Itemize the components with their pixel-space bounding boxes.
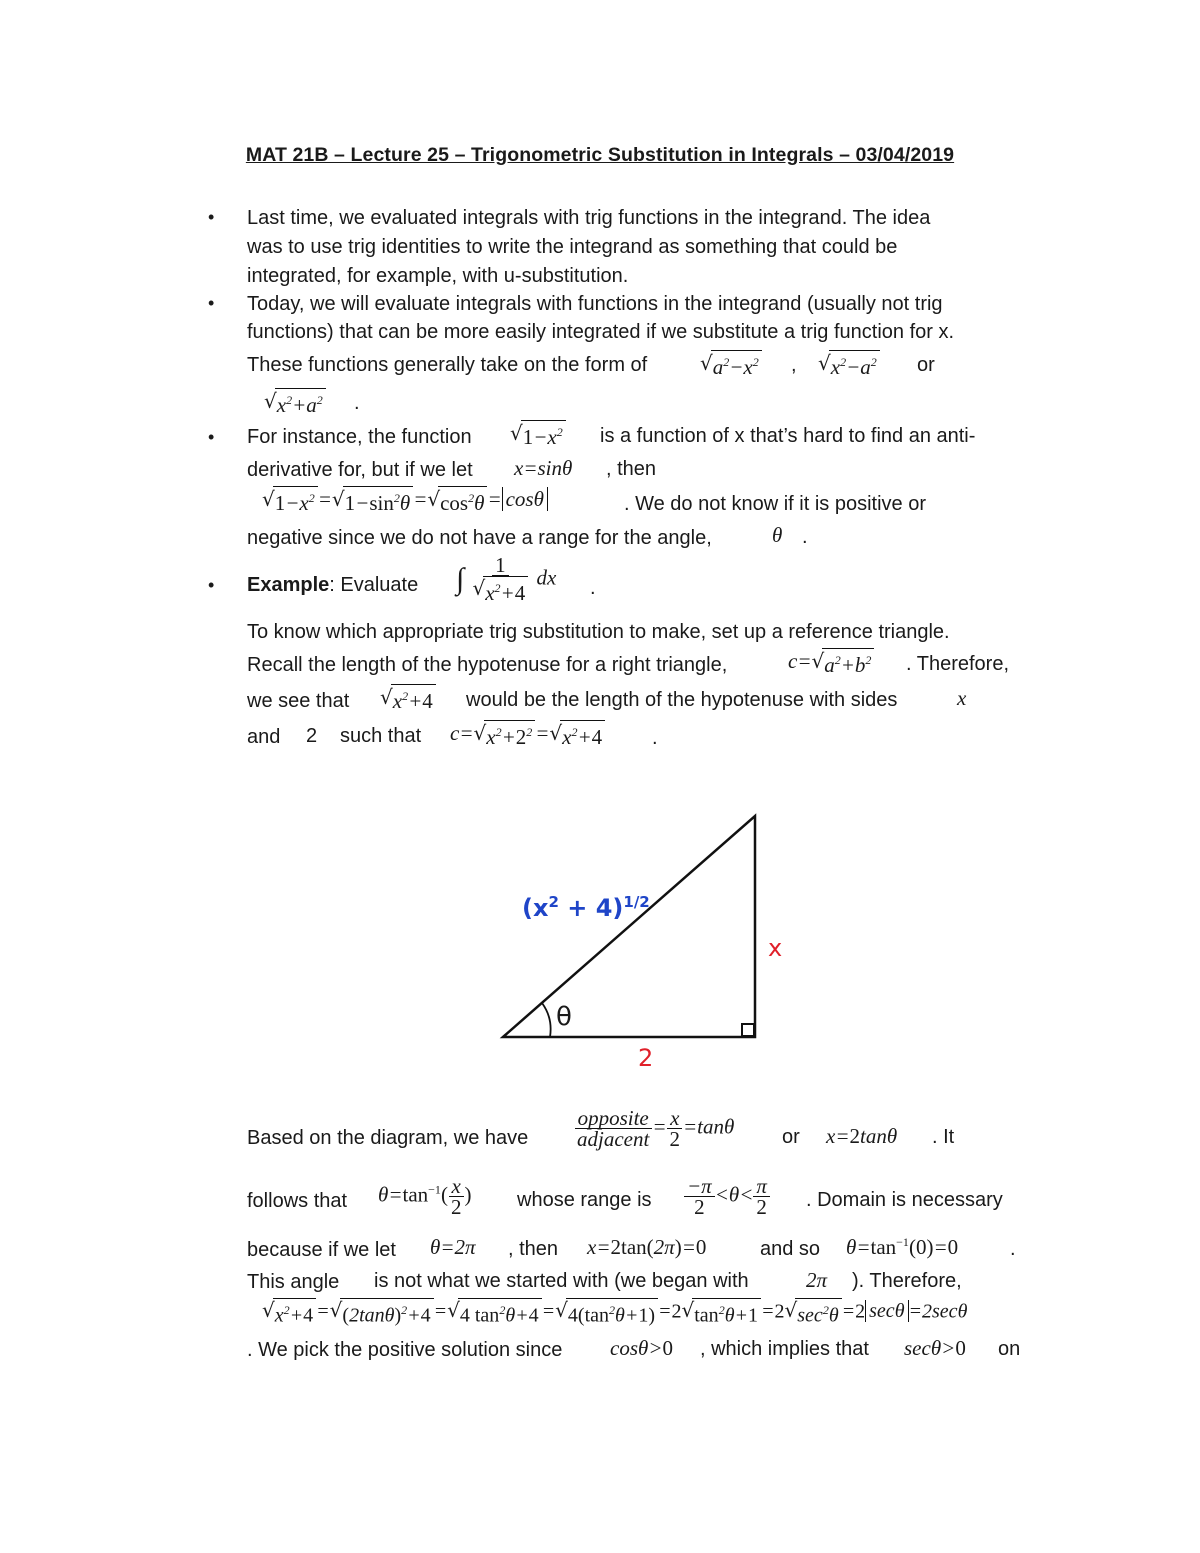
text-line: whose range is — [517, 1189, 652, 1211]
word-or: or — [917, 354, 935, 376]
formula-x-eq-sin-theta: x=sinθ — [514, 456, 573, 480]
text-line: This angle — [247, 1271, 340, 1293]
right-angle-marker — [742, 1024, 754, 1036]
symbol-theta: θ — [772, 523, 783, 547]
text-line: because if we let — [247, 1239, 396, 1261]
period: . — [354, 392, 360, 414]
text-line: Last time, we evaluated integrals with trig functions in the integrand. The idea — [247, 207, 931, 229]
text-line: was to use trig identities to write the integrand as something that could be — [247, 236, 898, 258]
formula-derivation: $√x^2+4 =√(2\tan\theta)^2+4 =√4$ $\tan^2\theta+4 =√4(\tan^2\theta+1) =2√\tan^2\theta+1 =2√\sec^2\theta =2$ secθ =2secθ — [262, 1298, 968, 1327]
text-line: Recall the length of the hypotenuse for a right triangle, — [247, 654, 728, 676]
text-line: , then — [606, 458, 657, 480]
text-line: follows that — [247, 1190, 348, 1212]
symbol-x: x — [957, 686, 967, 710]
formula-cos-theta-gt-0: cosθ>0 — [610, 1336, 673, 1360]
text-line: and — [247, 726, 281, 748]
angle-label-theta: θ — [556, 1002, 572, 1032]
text-line: integrated, for example, with u-substitution. — [247, 265, 629, 287]
formula-sqrt-x2-plus-a2: $√x^2+a^2$ — [264, 388, 326, 418]
text-line: and so — [760, 1238, 821, 1260]
text-line: . Domain is necessary — [806, 1189, 1003, 1211]
formula-theta-range: $\frac{-\pi}{2}$ <θ< $\frac{\pi}{2}$ — [684, 1176, 770, 1217]
period: . — [1010, 1238, 1016, 1260]
example-line: Example: Evaluate — [247, 574, 419, 596]
angle-arc — [542, 1003, 551, 1037]
text-line: These functions generally take on the form of — [247, 354, 648, 376]
text-line: is a function of x that’s hard to find an anti- — [600, 425, 976, 447]
example-label: Example — [247, 574, 330, 596]
side-label-x: x — [768, 934, 783, 962]
period: . — [802, 526, 808, 548]
formula-sqrt-x2-plus-4: $√x^2+4$ — [380, 684, 436, 714]
text-line: would be the length of the hypotenuse with sides — [466, 689, 898, 711]
text-line: Based on the diagram, we have — [247, 1127, 529, 1149]
text-line: , which implies that — [700, 1338, 869, 1360]
bullet-marker: • — [208, 207, 215, 227]
formula-sqrt-1-minus-x2: $√1-x^2$ — [510, 420, 566, 450]
formula-sqrt-identity: $√1-x^2 =√1-\sin^2\theta =√\cos^2\theta = \cos\theta$ — [262, 486, 548, 516]
formula-sec-theta-gt-0: secθ>0 — [904, 1336, 966, 1360]
formula-pythagorean: $c=√a^2+b^2$ — [788, 648, 874, 678]
text-line: functions) that can be more easily integrated if we substitute a trig function for x. — [247, 321, 955, 343]
period: . — [590, 577, 596, 599]
text-line: . We do not know if it is positive or — [624, 493, 926, 515]
formula-theta-eq-2pi: θ=2π — [430, 1235, 476, 1259]
text-line: negative since we do not have a range for the angle, — [247, 527, 712, 549]
formula-theta-arctan-zero: $\theta=\tan^{-1}(0)=0$ — [846, 1235, 959, 1259]
text-line: ). Therefore, — [852, 1270, 962, 1292]
text-line: To know which appropriate trig substitution to make, set up a reference triangle. — [247, 621, 950, 643]
bullet-marker: • — [208, 575, 215, 595]
number-two: 2 — [306, 725, 318, 747]
formula-opposite-over-adjacent: $\frac{\text{opposite}}{\text{adjacent}}$ = $\frac{x}{2}$ =tanθ — [574, 1108, 734, 1149]
separator-comma: , — [791, 354, 797, 376]
formula-hypotenuse: $c=√x^2+2^2 =√x^2+4$ — [450, 720, 605, 750]
formula-x-eq-2tan-2pi: x=2tan(2π)=0 — [587, 1235, 707, 1259]
text-line: . It — [932, 1126, 955, 1148]
text-line: we see that — [247, 690, 350, 712]
text-line: , then — [508, 1238, 559, 1260]
text-line: For instance, the function — [247, 426, 472, 448]
bullet-marker: • — [208, 427, 215, 447]
text-line: . Therefore, — [906, 653, 1010, 675]
word-or: or — [782, 1126, 800, 1148]
formula-theta-arctan: $\theta=\tan^{-1}$( $\frac{x}{2}$ ) — [378, 1174, 472, 1219]
triangle-outline — [503, 816, 755, 1037]
page-title: MAT 21B – Lecture 25 – Trigonometric Substitution in Integrals – 03/04/2019 — [245, 144, 955, 166]
period: . — [652, 727, 658, 749]
formula-integral: ∫ $\frac{1}{√x^2+4}$ dx — [456, 553, 557, 605]
text-line: derivative for, but if we let — [247, 459, 473, 481]
bullet-marker: • — [208, 293, 215, 313]
formula-sqrt-a2-minus-x2: $√a^2-x^2$ — [700, 350, 762, 380]
hypotenuse-label: $(x^2 + 4)^{1/2}$ — [522, 893, 650, 922]
text-line: such that — [340, 725, 422, 747]
formula-sqrt-x2-minus-a2: $√x^2-a^2$ — [818, 350, 880, 380]
base-label-2: 2 — [638, 1044, 654, 1072]
formula-2pi: 2π — [806, 1268, 828, 1292]
text-line: . We pick the positive solution since — [247, 1339, 563, 1361]
formula-x-eq-2tan-theta: x=2tanθ — [826, 1124, 898, 1148]
text-line: on — [998, 1338, 1021, 1360]
text-line: is not what we started with (we began with — [374, 1270, 749, 1292]
text-line: Today, we will evaluate integrals with functions in the integrand (usually not trig — [247, 293, 943, 315]
